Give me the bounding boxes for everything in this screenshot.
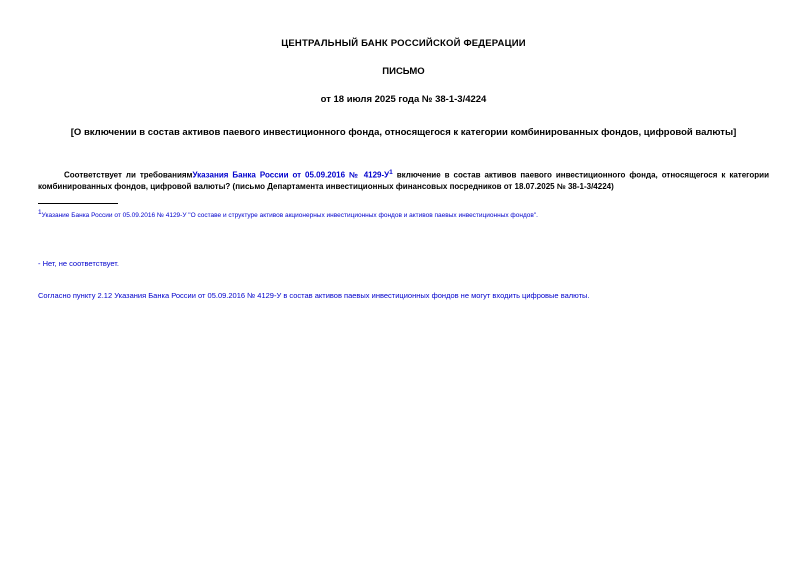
question-tail-text: включение в состав активов паевого инвестиционного фонда, относящегося к категории комбинированных фондов, цифровой валюты? (письмо Департамента инвестиционных финансовых посредников от 18.07.2025 № 38-1-3/4224) bbox=[38, 170, 769, 192]
conclusion-paragraph bbox=[38, 290, 769, 301]
footnote-divider bbox=[38, 203, 118, 204]
document-title: [О включении в состав активов паевого инвестиционного фонда, относящегося к категории комбинированных фондов, цифровой валюты] bbox=[70, 127, 737, 138]
footnote bbox=[38, 208, 769, 220]
указания-банка-россии-link[interactable]: Указания Банка России от 05.09.2016 № 4129-У bbox=[192, 170, 390, 180]
question-paragraph bbox=[38, 168, 769, 194]
footnote-marker: 1 bbox=[38, 209, 42, 217]
answer-paragraph: - Нет, не соответствует. bbox=[38, 258, 119, 268]
conclusion-lead-text: Согласно bbox=[38, 290, 73, 300]
organization-name: ЦЕНТРАЛЬНЫЙ БАНК РОССИЙСКОЙ ФЕДЕРАЦИИ bbox=[281, 38, 526, 49]
footnote-reference-link[interactable]: Указание Банка России от 05.09.2016 № 4129-У "О составе и структуре активов акционерных инвестиционных фондов и активов паевых инвестиционных фондов". bbox=[41, 212, 538, 220]
document-number: от 18 июля 2025 года № 38-1-3/4224 bbox=[320, 94, 487, 105]
question-lead-text: Соответствует ли требованиям bbox=[64, 170, 193, 180]
conclusion-tail-text: в состав активов паевых инвестиционных фондов не могут входить цифровые валюты. bbox=[281, 290, 590, 300]
footnote-marker-ref[interactable]: 1 bbox=[389, 168, 393, 176]
пункт-2-12-link[interactable]: пункту 2.12 Указания Банка России от 05.09.2016 № 4129-У bbox=[72, 290, 282, 300]
document-type: ПИСЬМО bbox=[382, 66, 425, 77]
